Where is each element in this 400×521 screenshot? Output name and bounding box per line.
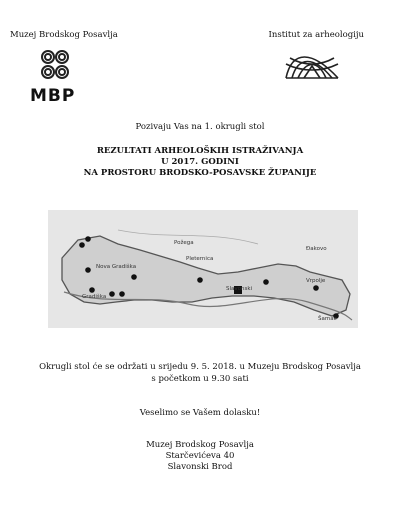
label-djakovo: Đakovo <box>306 246 327 252</box>
county-map <box>48 210 358 328</box>
address-line-2: Starčevićeva 40 <box>165 451 235 461</box>
title-line-2: U 2017. GODINI <box>161 157 239 167</box>
invitation-text: Pozivaju Vas na 1. okrugli stol <box>135 122 265 132</box>
event-line-2: s početkom u 9.30 sati <box>151 374 249 384</box>
site-marker <box>119 291 125 297</box>
site-marker <box>79 242 85 248</box>
address-line-3: Slavonski Brod <box>167 462 233 472</box>
label-samac: Šamac <box>318 316 337 322</box>
right-organization: Institut za arheologiju <box>268 30 364 40</box>
spiral-emblem-icon <box>30 48 80 82</box>
title-line-1: REZULTATI ARHEOLOŠKIH ISTRAŽIVANJA <box>96 146 304 156</box>
event-line-1: Okrugli stol će se održati u srijedu 9. 5. 2018. u Muzeju Brodskog Posavlja <box>39 362 361 372</box>
left-organization: Muzej Brodskog Posavlja <box>10 30 118 40</box>
site-marker <box>85 267 91 273</box>
label-pozega: Požega <box>174 240 194 246</box>
welcome-text: Veselimo se Vašem dolasku! <box>139 408 261 418</box>
knot-emblem-icon <box>282 44 342 84</box>
label-slavonski: Slavonski <box>226 286 253 292</box>
mbp-logo-text: MBP <box>30 86 76 106</box>
site-marker <box>263 279 269 285</box>
label-nova-gradiska: Nova Gradiška <box>96 264 137 270</box>
site-marker <box>89 287 95 293</box>
institute-logo <box>282 44 342 84</box>
site-marker <box>197 277 203 283</box>
site-marker <box>131 274 137 280</box>
site-marker <box>109 291 115 297</box>
label-pleternica: Pleternica <box>186 256 214 262</box>
label-vrpolje: Vrpolje <box>306 278 326 284</box>
mbp-logo <box>30 48 80 106</box>
site-marker <box>313 285 319 291</box>
site-marker <box>85 236 91 242</box>
label-gradiska: Gradiška <box>82 294 107 300</box>
title-line-3: NA PROSTORU BRODSKO-POSAVSKE ŽUPANIJE <box>83 168 317 178</box>
address-line-1: Muzej Brodskog Posavlja <box>146 440 254 450</box>
